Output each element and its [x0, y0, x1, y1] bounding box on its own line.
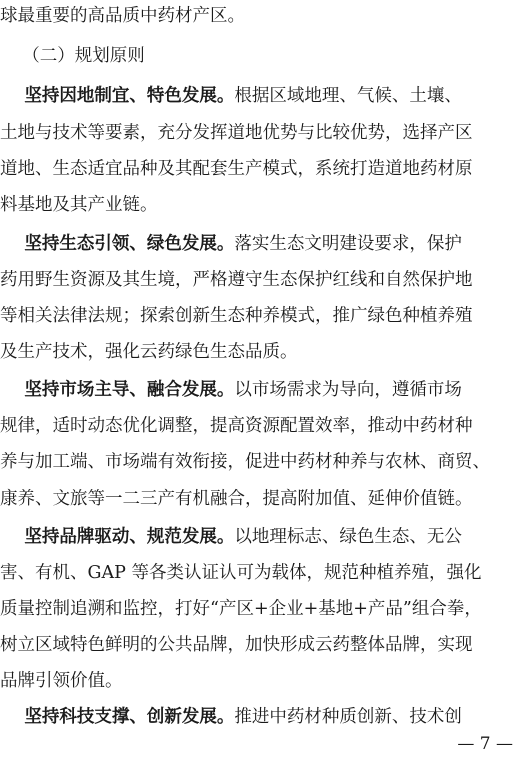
- text-line: 养与加工端、市场端有效衔接，促进中药材种养与农林、商贸、: [0, 452, 490, 472]
- text-line: 料基地及其产业链。: [0, 195, 158, 215]
- principle-heading-line: 坚持科技支撑、创新发展。推进中药材种质创新、技术创: [0, 707, 462, 727]
- text-line: 树立区域特色鲜明的公共品牌，加快形成云药整体品牌，实现: [0, 635, 473, 655]
- text-line: 药用野生资源及其生境，严格遵守生态保护红线和自然保护地: [0, 270, 473, 290]
- text-line: 害、有机、GAP 等各类认证认可为载体，规范种植养殖，强化: [0, 563, 482, 583]
- text-line: 道地、生态适宜品种及其配套生产模式，系统打造道地药材原: [0, 159, 473, 179]
- section-heading: （二）规划原则: [0, 46, 145, 66]
- text-line: 质量控制追溯和监控，打好“产区+企业+基地+产品”组合拳，: [0, 599, 482, 619]
- text-line: 土地与技术等要素，充分发挥道地优势与比较优势，选择产区: [0, 123, 473, 143]
- text-line: 等相关法律法规；探索创新生态种养模式，推广绿色种植养殖: [0, 306, 473, 326]
- principle-heading-line: 坚持生态引领、绿色发展。落实生态文明建设要求，保护: [0, 234, 462, 254]
- page-number: — 7 —: [457, 734, 513, 754]
- text-line: 规律，适时动态优化调整，提高资源配置效率，推动中药材种: [0, 416, 473, 436]
- principle-heading-line: 坚持市场主导、融合发展。以市场需求为导向，遵循市场: [0, 380, 462, 400]
- text-line: 品牌引领价值。: [0, 671, 123, 691]
- text-line: 康养、文旅等一二三产有机融合，提高附加值、延伸价值链。: [0, 489, 473, 509]
- text-line: 球最重要的高品质中药材产区。: [0, 6, 245, 26]
- principle-heading-line: 坚持品牌驱动、规范发展。以地理标志、绿色生态、无公: [0, 527, 462, 547]
- principle-heading-line: 坚持因地制宜、特色发展。根据区域地理、气候、土壤、: [0, 86, 462, 106]
- text-line: 及生产技术，强化云药绿色生态品质。: [0, 342, 298, 362]
